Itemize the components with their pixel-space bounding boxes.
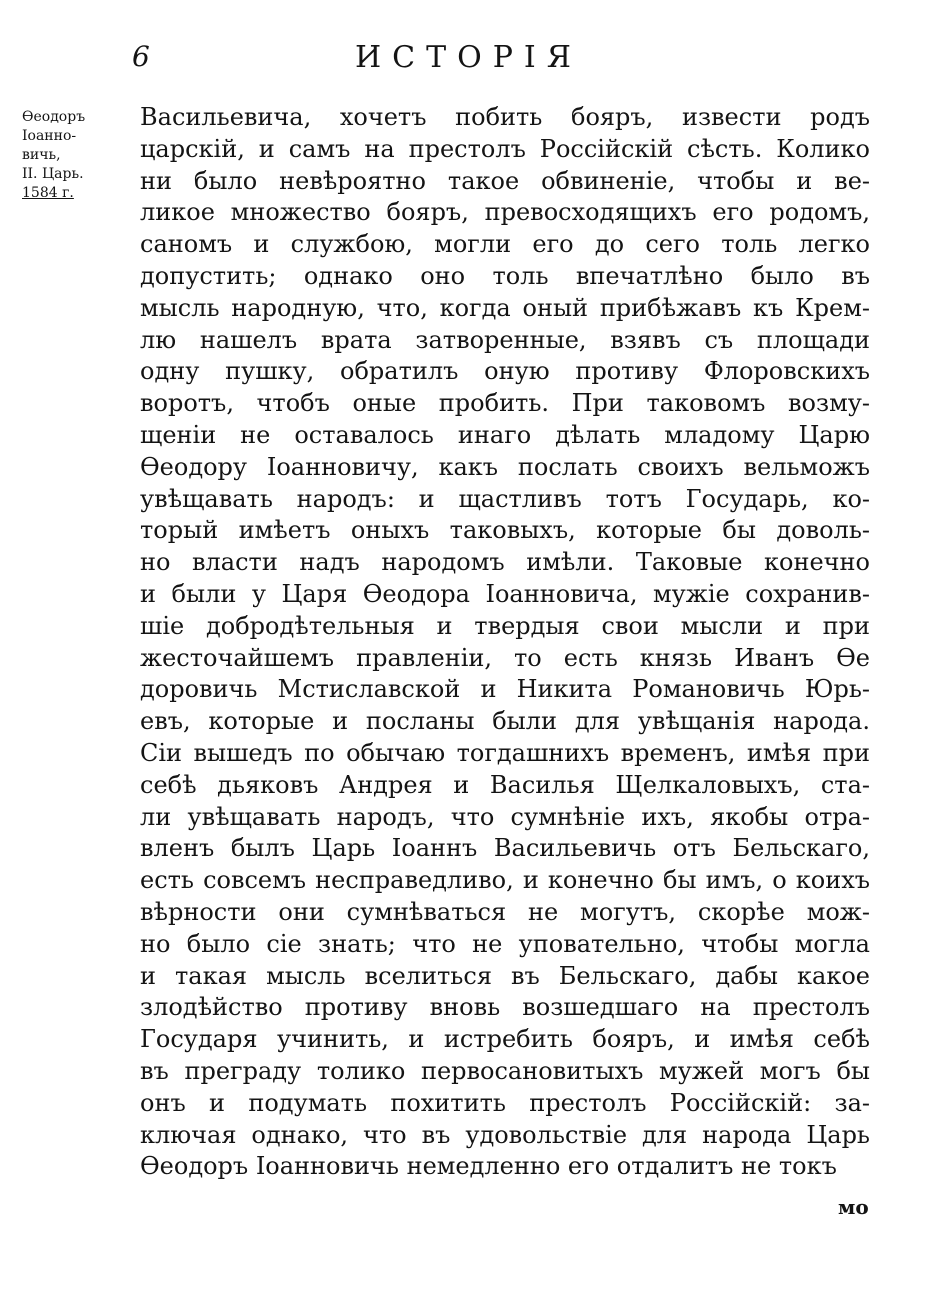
text-line: шіе добродѣтельныя и твердыя свои мысли и при [140, 611, 870, 640]
text-line: одну пушку, обратилъ оную противу Флоровскихъ [140, 357, 870, 386]
running-head: ИСТОРІЯ [355, 40, 582, 75]
text-line: Ѳеодору Іоанновичу, какъ послать своихъ вельможъ [140, 452, 870, 481]
text-line: увѣщавать народъ: и щастливъ тотъ Государь, ко- [140, 484, 870, 513]
text-line: Сіи вышедъ по обычаю тогдашнихъ временъ, имѣя при [140, 738, 870, 767]
margin-note [22, 108, 132, 203]
text-line: себѣ дьяковъ Андрея и Василья Щелкаловыхъ, ста- [140, 770, 870, 799]
margin-note-line: II. Царь. [22, 166, 84, 182]
text-line: ли увѣщавать народъ, что сумнѣніе ихъ, якобы отра- [140, 802, 870, 831]
text-line: допустить; однако оно толь впечатлѣно было въ [140, 261, 870, 290]
text-line: и были у Царя Ѳеодора Іоанновича, мужіе сохранив- [140, 579, 870, 608]
text-line: и такая мысль вселиться въ Бельскаго, дабы какое [140, 961, 870, 990]
text-line: воротъ, чтобъ оные пробить. При таковомъ возму- [140, 389, 870, 418]
text-line: ни было невѣроятно такое обвиненіе, чтобы и ве- [140, 166, 870, 195]
text-line: онъ и подумать похитить престолъ Россійскій: за- [140, 1088, 870, 1117]
text-line: мысль народную, что, когда оный прибѣжавъ къ Крем- [140, 293, 870, 322]
text-line: есть совсемъ несправедливо, и конечно бы имъ, о коихъ [140, 866, 870, 895]
text-line: злодѣйство противу вновь возшедшаго на престолъ [140, 993, 870, 1022]
text-line: царскій, и самъ на престолъ Россійскій сѣсть. Колико [140, 134, 870, 163]
text-line: Государя учинить, и истребить бояръ, и имѣя себѣ [140, 1025, 870, 1054]
margin-note-line: Ѳеодоръ [22, 109, 86, 125]
text-line: Ѳеодоръ Іоанновичь немедленно его отдалитъ не токъ [140, 1152, 837, 1181]
text-line: ключая однако, что въ удовольствіе для народа Царь [140, 1120, 870, 1149]
text-line: вѣрности они сумнѣваться не могутъ, скорѣе мож- [140, 897, 870, 926]
text-line: саномъ и службою, могли его до сего толь легко [140, 230, 870, 259]
text-line: евъ, которые и посланы были для увѣщанія народа. [140, 707, 870, 736]
text-line: щеніи не оставалось инаго дѣлать младому Царю [140, 420, 870, 449]
text-line: Васильевича, хочетъ побить бояръ, извести родъ [140, 103, 870, 131]
page-number: 6 [132, 40, 150, 73]
text-line: доровичь Мстиславской и Никита Романовичь Юрь- [140, 675, 870, 704]
margin-note-line: вичь, [22, 147, 61, 163]
body-text [140, 102, 870, 1183]
margin-note-line: Іоанно- [22, 128, 77, 144]
text-line: лю нашелъ врата затворенные, взявъ съ площади [140, 325, 870, 354]
text-line: но было сіе знать; что не уповательно, чтобы могла [140, 929, 870, 958]
text-line: жесточайшемъ правленіи, то есть князь Иванъ Ѳе [140, 643, 870, 672]
text-line: въ преграду толико первосановитыхъ мужей могъ бы [140, 1056, 870, 1085]
catchword: мо [838, 1195, 869, 1219]
margin-note-year: 1584 г. [22, 185, 74, 201]
text-line: ликое множество бояръ, превосходящихъ его родомъ, [140, 198, 870, 227]
text-line: вленъ былъ Царь Іоаннъ Васильевичь отъ Бельскаго, [140, 834, 870, 863]
text-line: торый имѣетъ оныхъ таковыхъ, которые бы доволь- [140, 516, 870, 545]
text-line: но власти надъ народомъ имѣли. Таковые конечно [140, 548, 870, 577]
